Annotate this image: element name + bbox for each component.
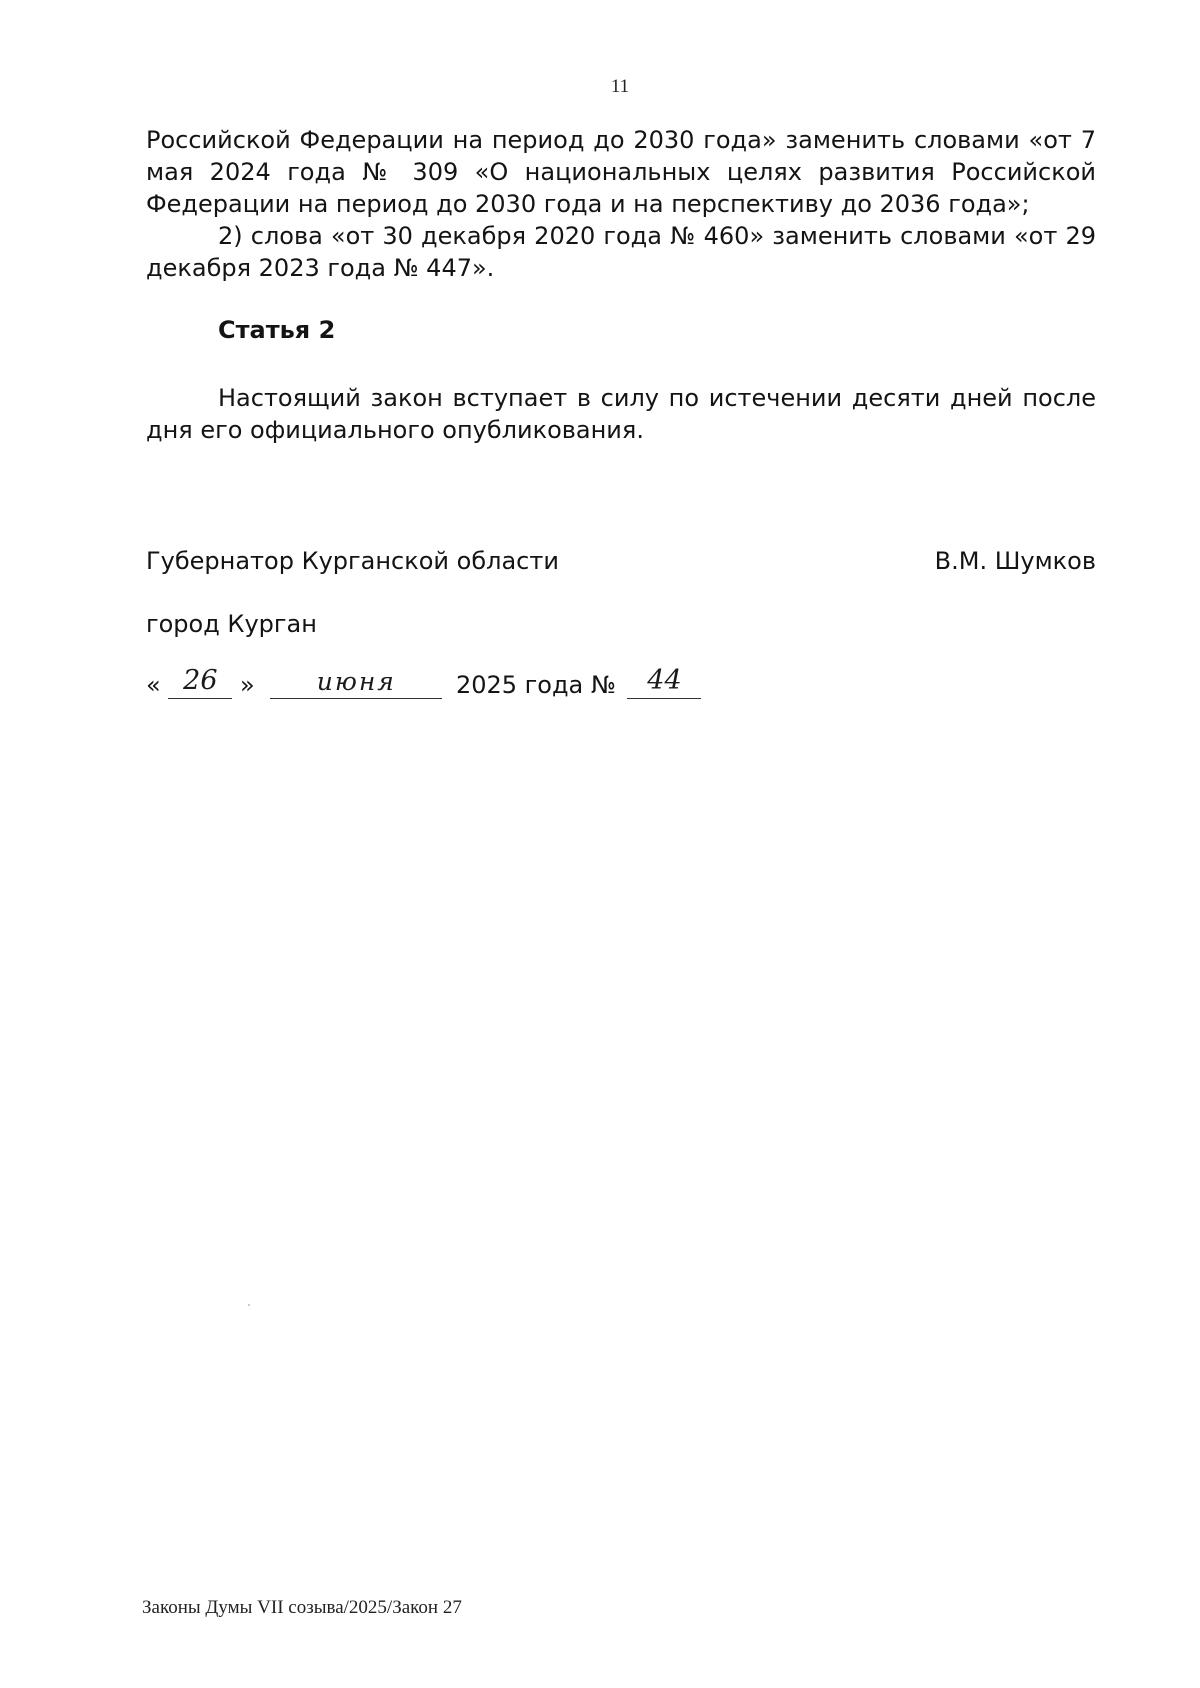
page-number: 11: [610, 76, 630, 97]
close-quote: »: [239, 671, 255, 699]
handwritten-month: июня: [316, 667, 396, 696]
number-blank: [627, 665, 701, 699]
footer-reference: Законы Думы VII созыва/2025/Закон 27: [142, 1597, 462, 1618]
signatory-name: В.М. Шумков: [934, 547, 1096, 575]
signatory-position: Губернатор Курганской области: [146, 547, 559, 575]
paragraph-amendment-continued: Российской Федерации на период до 2030 года» заменить словами «от 7 мая 2024 года № 309 «О национальных целях развития Российской Федерации на период до 2030 года и на перспективу до 2036 года»;: [146, 126, 1096, 218]
article-heading: Статья 2: [218, 316, 336, 344]
year-and-number-label: 2025 года №: [455, 671, 616, 699]
month-blank: [270, 667, 442, 699]
handwritten-number: 44: [647, 665, 682, 696]
open-quote: «: [146, 671, 161, 699]
paragraph-amendment-2: 2) слова «от 30 декабря 2020 года № 460» заменить словами «от 29 декабря 2023 года № 447».: [146, 222, 1096, 282]
scan-speck: [248, 1304, 250, 1306]
handwritten-day: 26: [183, 665, 218, 696]
city-line: город Курган: [146, 610, 317, 638]
day-blank: [168, 665, 232, 699]
paragraph-entry-into-force: Настоящий закон вступает в силу по истечении десяти дней после дня его официального опубликования.: [146, 384, 1096, 444]
date-line: [146, 665, 701, 710]
